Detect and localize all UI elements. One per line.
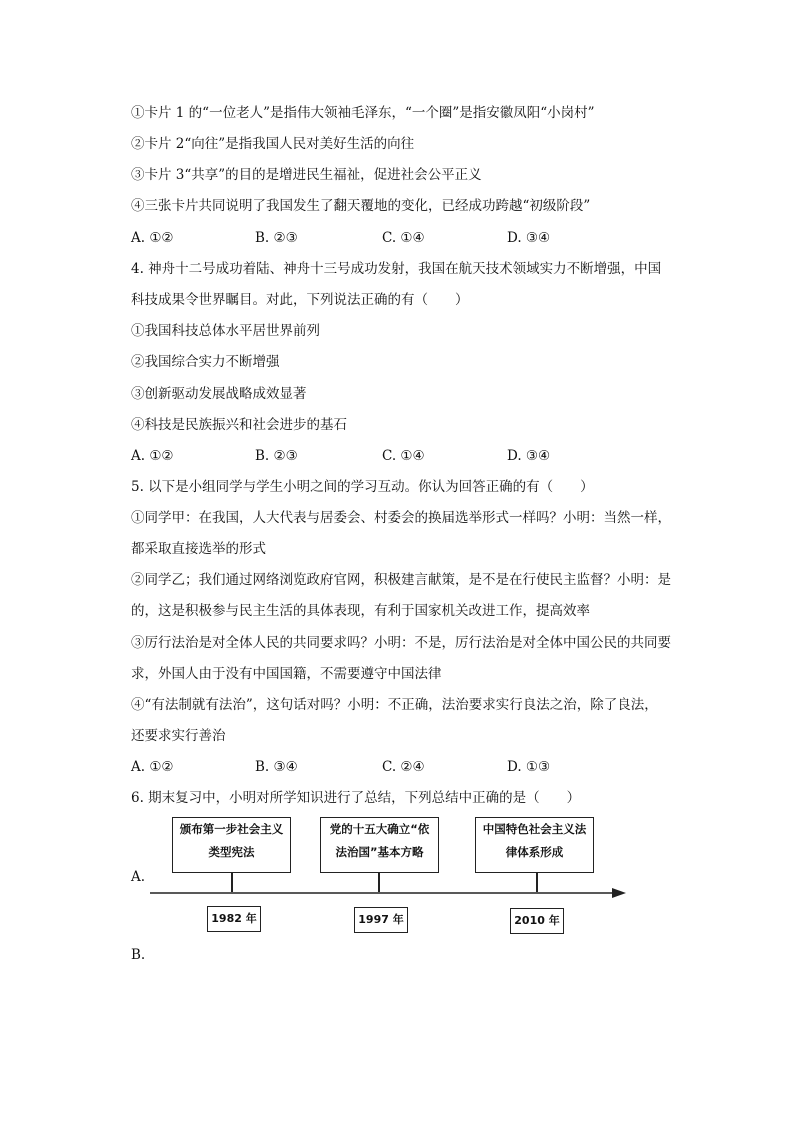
q4-statement-1: ①我国科技总体水平居世界前列 (131, 323, 320, 339)
q3-option-a[interactable]: A. ①② (131, 230, 174, 246)
q3-statement-4: ④三张卡片共同说明了我国发生了翻天覆地的变化，已经成功跨越“初级阶段” (131, 198, 591, 214)
timeline-year-1: 1982 年 (207, 906, 261, 932)
q4-statement-2: ②我国综合实力不断增强 (131, 354, 280, 370)
timeline-event-2-line-1: 党的十五大确立“依 (329, 822, 430, 836)
q3-option-c[interactable]: C. ①④ (382, 230, 425, 246)
q5-option-b[interactable]: B. ③④ (255, 759, 298, 775)
q3-statement-2: ②卡片 2“向往”是指我国人民对美好生活的向往 (131, 136, 415, 152)
q4-statement-4: ④科技是民族振兴和社会进步的基石 (131, 417, 347, 433)
q5-statement-1-line-2: 都采取直接选举的形式 (131, 541, 266, 557)
timeline-event-3-line-2: 律体系形成 (505, 845, 564, 859)
q4-option-d[interactable]: D. ③④ (507, 448, 551, 464)
q6-stem: 6. 期末复习中，小明对所学知识进行了总结，下列总结中正确的是（ ） (131, 790, 581, 806)
q5-statement-2-line-1: ②同学乙；我们通过网络浏览政府官网，积极建言献策，是不是在行使民主监督？小明：是 (131, 572, 671, 588)
q5-statement-1-line-1: ①同学甲：在我国，人大代表与居委会、村委会的换届选举形式一样吗？小明：当然一样， (131, 510, 671, 526)
q5-statement-3-line-1: ③厉行法治是对全体人民的共同要求吗？小明：不是，厉行法治是对全体中国公民的共同要 (131, 635, 671, 651)
timeline-year-3: 2010 年 (510, 908, 564, 934)
timeline-event-1-line-2: 类型宪法 (208, 845, 255, 859)
q6-option-a[interactable]: A. (131, 869, 146, 885)
timeline-event-2-line-2: 法治国”基本方略 (335, 845, 424, 859)
q4-option-c[interactable]: C. ①④ (382, 448, 425, 464)
timeline-event-box-3 (475, 817, 594, 873)
q5-option-d[interactable]: D. ①③ (507, 759, 551, 775)
q5-stem: 5. 以下是小组同学与学生小明之间的学习互动。你认为回答正确的有（ ） (131, 479, 594, 495)
timeline-event-1-line-1: 颁布第一步社会主义 (179, 822, 284, 836)
q4-stem-line-1: 4. 神舟十二号成功着陆、神舟十三号成功发射，我国在航天技术领域实力不断增强，中国 (131, 261, 662, 277)
q5-option-a[interactable]: A. ①② (131, 759, 174, 775)
q5-statement-2-line-2: 的，这是积极参与民主生活的具体表现，有利于国家机关改进工作，提高效率 (131, 603, 590, 619)
q4-option-a[interactable]: A. ①② (131, 448, 174, 464)
timeline-year-2: 1997 年 (354, 907, 408, 933)
q4-option-b[interactable]: B. ②③ (255, 448, 298, 464)
timeline-event-box-2 (320, 817, 439, 873)
q3-option-d[interactable]: D. ③④ (507, 230, 551, 246)
q3-statement-1: ①卡片 1 的“一位老人”是指伟大领袖毛泽东，“一个圈”是指安徽凤阳“小岗村” (131, 105, 595, 121)
q5-statement-4-line-2: 还要求实行善治 (131, 728, 226, 744)
q6-option-b[interactable]: B. (131, 947, 146, 963)
q5-statement-3-line-2: 求，外国人由于没有中国国籍，不需要遵守中国法律 (131, 666, 442, 682)
q5-statement-4-line-1: ④“有法制就有法治”，这句话对吗？小明：不正确，法治要求实行良法之治，除了良法， (131, 697, 658, 713)
timeline-event-box-1 (172, 817, 291, 873)
timeline-axis-arrow (150, 886, 626, 900)
timeline-event-3-line-1: 中国特色社会主义法 (482, 822, 587, 836)
q3-option-b[interactable]: B. ②③ (255, 230, 298, 246)
q4-statement-3: ③创新驱动发展战略成效显著 (131, 386, 307, 402)
q3-statement-3: ③卡片 3“共享”的目的是增进民生福祉，促进社会公平正义 (131, 167, 482, 183)
q5-option-c[interactable]: C. ②④ (382, 759, 425, 775)
q4-stem-line-2: 科技成果令世界瞩目。对此，下列说法正确的有（ ） (131, 292, 469, 308)
